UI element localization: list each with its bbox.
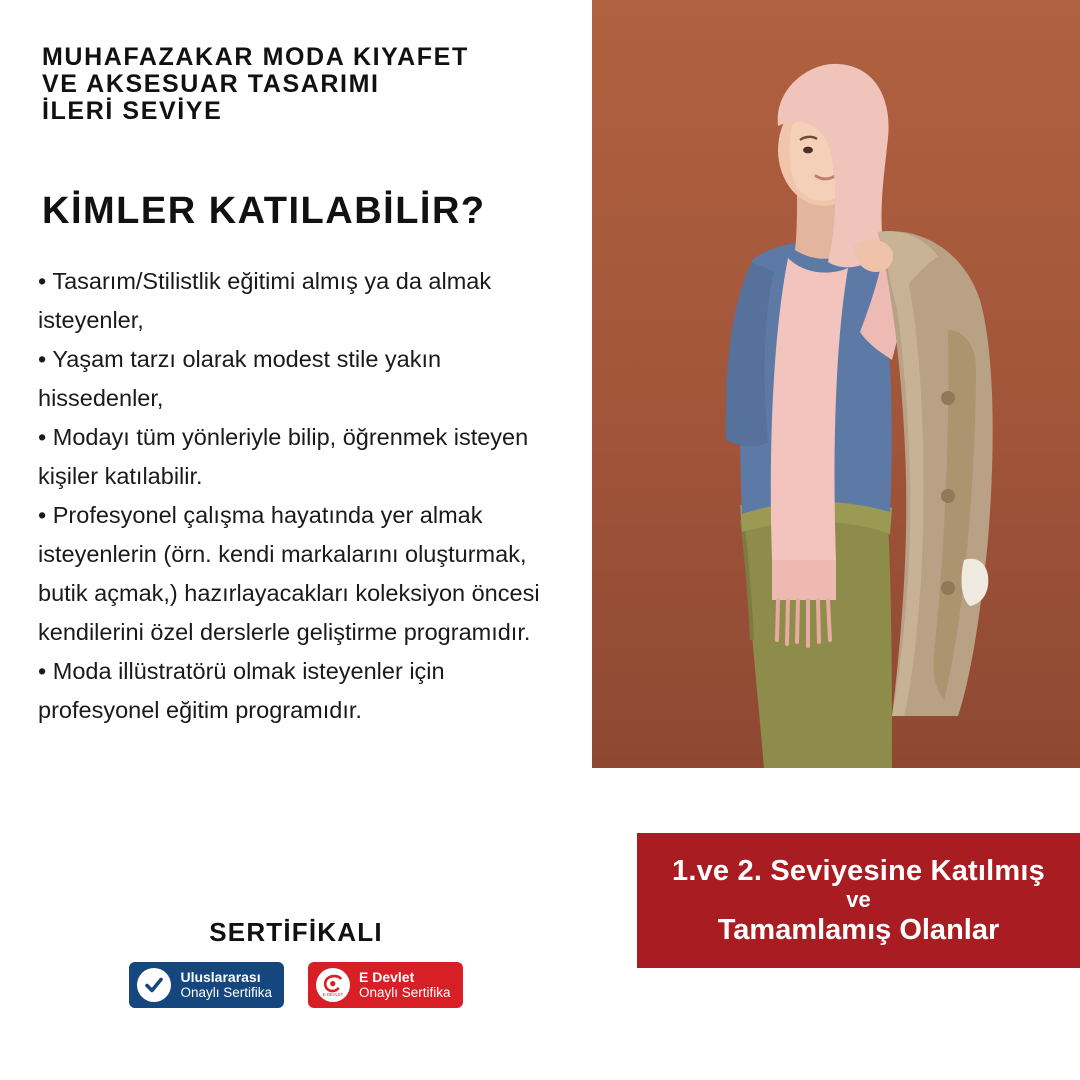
model-photo (592, 0, 1080, 768)
badge-line-2: Onaylı Sertifika (180, 985, 272, 1000)
badge-line-1: E Devlet (359, 969, 415, 985)
svg-text:E-DEVLET: E-DEVLET (322, 992, 344, 997)
model-illustration (592, 0, 1080, 768)
check-icon (137, 968, 171, 1002)
course-title (42, 44, 562, 125)
e-devlet-icon (316, 968, 350, 1002)
banner-line-3: Tamamlamış Olanlar (717, 913, 1000, 946)
course-title-line-1: MUHAFAZAKAR MODA KIYAFET (42, 43, 469, 71)
certified-label: SERTİFİKALI (209, 917, 383, 947)
section-heading: KİMLER KATILABİLİR? (42, 190, 486, 232)
list-item: • Moda illüstratörü olmak isteyenler için profesyonel eğitim programıdır. (38, 658, 445, 723)
badge-line-1: Uluslararası (180, 969, 261, 985)
level-requirement-banner (637, 833, 1080, 968)
badge-e-devlet-certificate (308, 962, 463, 1008)
badge-international-certificate (129, 962, 284, 1008)
badge-line-2: Onaylı Sertifika (359, 985, 451, 1000)
badge-text (180, 969, 272, 1001)
banner-line-2: ve (846, 886, 871, 912)
eligibility-bullet-list (38, 262, 568, 730)
list-item: • Modayı tüm yönleriyle bilip, öğrenmek isteyen kişiler katılabilir. (38, 424, 529, 489)
list-item: • Profesyonel çalışma hayatında yer almak isteyenlerin (örn. kendi markalarını oluşturmak, butik açmak,) hazırlayacakları koleksiyon öncesi kendilerini özel derslerle geliştirme programıdır. (38, 502, 540, 645)
banner-line-1: 1.ve 2. Seviyesine Katılmış (672, 854, 1045, 887)
list-item: • Yaşam tarzı olarak modest stile yakın hissedenler, (38, 346, 442, 411)
list-item: • Tasarım/Stilistlik eğitimi almış ya da almak isteyenler, (38, 268, 492, 333)
course-title-line-2: VE AKSESUAR TASARIMI (42, 70, 380, 98)
course-title-line-3: İLERİ SEVİYE (42, 97, 223, 125)
badge-text (359, 969, 451, 1001)
certificate-badges (0, 962, 592, 1008)
